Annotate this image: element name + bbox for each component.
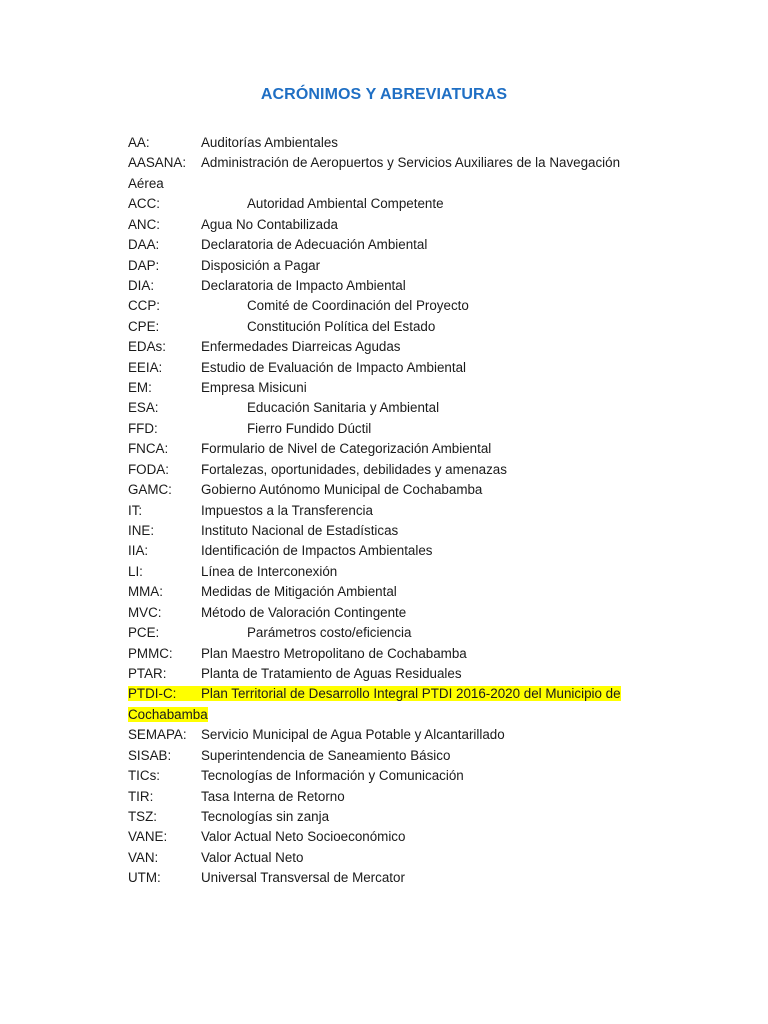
acronym: FNCA: xyxy=(128,441,169,457)
acronym: CCP: xyxy=(128,298,160,314)
acronym-definition: Constitución Política del Estado xyxy=(247,318,436,334)
acronym-entry xyxy=(128,766,648,786)
acronym-definition: Plan Maestro Metropolitano de Cochabamba xyxy=(201,645,467,661)
acronym-definition: Valor Actual Neto xyxy=(201,849,304,865)
acronym: PTAR: xyxy=(128,665,167,681)
acronym-entry xyxy=(128,317,648,337)
acronym: FODA: xyxy=(128,461,169,477)
acronym: EM: xyxy=(128,380,152,396)
acronym: ESA: xyxy=(128,400,159,416)
acronym: GAMC: xyxy=(128,482,172,498)
acronym-list xyxy=(128,133,648,889)
acronym: EEIA: xyxy=(128,359,163,375)
acronym: ANC: xyxy=(128,216,160,232)
acronym-definition: Fortalezas, oportunidades, debilidades y amenazas xyxy=(201,461,507,477)
acronym-definition: Educación Sanitaria y Ambiental xyxy=(247,400,440,416)
acronym-entry xyxy=(128,378,648,398)
acronym-definition: Parámetros costo/eficiencia xyxy=(247,625,412,641)
acronym-definition: Universal Transversal de Mercator xyxy=(201,870,405,886)
acronym: FFD: xyxy=(128,420,158,436)
acronym-entry xyxy=(128,439,648,459)
acronym: PMMC: xyxy=(128,645,173,661)
acronym-entry xyxy=(128,337,648,357)
acronym-entry xyxy=(128,725,648,745)
acronym-definition: Administración de Aeropuertos y Servicios Auxiliares de la Navegación Aérea xyxy=(128,155,621,191)
acronym-definition: Comité de Coordinación del Proyecto xyxy=(247,298,469,314)
acronym-definition: Planta de Tratamiento de Aguas Residuales xyxy=(201,665,462,681)
acronym-definition: Gobierno Autónomo Municipal de Cochabamba xyxy=(201,482,483,498)
acronym-entry xyxy=(128,562,648,582)
acronym-definition: Tecnologías sin zanja xyxy=(201,808,330,824)
acronym-entry xyxy=(128,480,648,500)
acronym: MMA: xyxy=(128,584,163,600)
acronym-definition: Valor Actual Neto Socioeconómico xyxy=(201,829,406,845)
acronym: UTM: xyxy=(128,870,161,886)
acronym-entry-highlighted xyxy=(128,684,648,725)
acronym: VANE: xyxy=(128,829,168,845)
acronym-entry xyxy=(128,501,648,521)
acronym-entry xyxy=(128,603,648,623)
page-title: ACRÓNIMOS Y ABREVIATURAS xyxy=(260,86,508,103)
acronym-entry xyxy=(128,296,648,316)
acronym: AASANA: xyxy=(128,155,187,171)
acronym-entry xyxy=(128,644,648,664)
acronym-entry xyxy=(128,623,648,643)
acronym-definition: Disposición a Pagar xyxy=(201,257,321,273)
acronym: CPE: xyxy=(128,318,160,334)
acronym-entry xyxy=(128,153,648,194)
acronym: SISAB: xyxy=(128,747,172,763)
acronym-entry xyxy=(128,419,648,439)
acronym-definition: Identificación de Impactos Ambientales xyxy=(201,543,433,559)
acronym: IT: xyxy=(128,502,143,518)
acronym-definition: Tecnologías de Información y Comunicación xyxy=(201,768,464,784)
acronym: TICs: xyxy=(128,768,160,784)
acronym: LI: xyxy=(128,563,143,579)
acronym-definition: Autoridad Ambiental Competente xyxy=(247,196,444,212)
acronym-entry xyxy=(128,664,648,684)
acronym: PTDI-C: xyxy=(128,686,177,702)
acronym-entry xyxy=(128,868,648,888)
acronym-definition: Instituto Nacional de Estadísticas xyxy=(201,523,399,539)
acronym-definition: Impuestos a la Transferencia xyxy=(201,502,373,518)
acronym-definition: Tasa Interna de Retorno xyxy=(201,788,345,804)
acronym: MVC: xyxy=(128,604,162,620)
acronym-definition: Fierro Fundido Dúctil xyxy=(247,420,372,436)
acronym-entry xyxy=(128,787,648,807)
acronym-entry xyxy=(128,133,648,153)
acronym-definition: Superintendencia de Saneamiento Básico xyxy=(201,747,451,763)
acronym: ACC: xyxy=(128,196,160,212)
acronym-entry xyxy=(128,256,648,276)
acronym: SEMAPA: xyxy=(128,727,187,743)
acronym-definition: Estudio de Evaluación de Impacto Ambiental xyxy=(201,359,467,375)
acronym-entry xyxy=(128,807,648,827)
acronym: DAA: xyxy=(128,237,160,253)
acronym-definition: Declaratoria de Adecuación Ambiental xyxy=(201,237,428,253)
acronym-entry xyxy=(128,541,648,561)
acronym-definition: Auditorías Ambientales xyxy=(201,135,338,150)
acronym-entry xyxy=(128,194,648,214)
acronym-entry xyxy=(128,358,648,378)
acronym-definition: Método de Valoración Contingente xyxy=(201,604,407,620)
acronym: TIR: xyxy=(128,788,154,804)
acronym-entry xyxy=(128,398,648,418)
acronym-definition: Plan Territorial de Desarrollo Integral PTDI 2016-2020 del Municipio de Cochabamba xyxy=(128,686,621,722)
acronym-definition: Formulario de Nivel de Categorización Ambiental xyxy=(201,441,492,457)
acronym-entry xyxy=(128,215,648,235)
acronym-entry xyxy=(128,276,648,296)
acronym-definition: Declaratoria de Impacto Ambiental xyxy=(201,277,406,293)
acronym-definition: Medidas de Mitigación Ambiental xyxy=(201,584,397,600)
acronym: AA: xyxy=(128,135,150,150)
acronym: PCE: xyxy=(128,625,160,641)
acronym-definition: Enfermedades Diarreicas Agudas xyxy=(201,339,401,355)
acronym-definition: Línea de Interconexión xyxy=(201,563,338,579)
acronym: DAP: xyxy=(128,257,160,273)
acronym-entry xyxy=(128,848,648,868)
acronym-entry xyxy=(128,460,648,480)
acronym-definition: Servicio Municipal de Agua Potable y Alcantarillado xyxy=(201,727,505,743)
acronym-entry xyxy=(128,235,648,255)
acronym: EDAs: xyxy=(128,339,166,355)
acronym-definition: Agua No Contabilizada xyxy=(201,216,338,232)
acronym: IIA: xyxy=(128,543,149,559)
acronym: TSZ: xyxy=(128,808,158,824)
acronym-entry xyxy=(128,521,648,541)
acronym: VAN: xyxy=(128,849,159,865)
acronym: INE: xyxy=(128,523,155,539)
acronym-entry xyxy=(128,746,648,766)
acronym-entry xyxy=(128,582,648,602)
acronym: DIA: xyxy=(128,277,155,293)
acronym-definition: Empresa Misicuni xyxy=(201,380,307,396)
acronym-entry xyxy=(128,827,648,847)
